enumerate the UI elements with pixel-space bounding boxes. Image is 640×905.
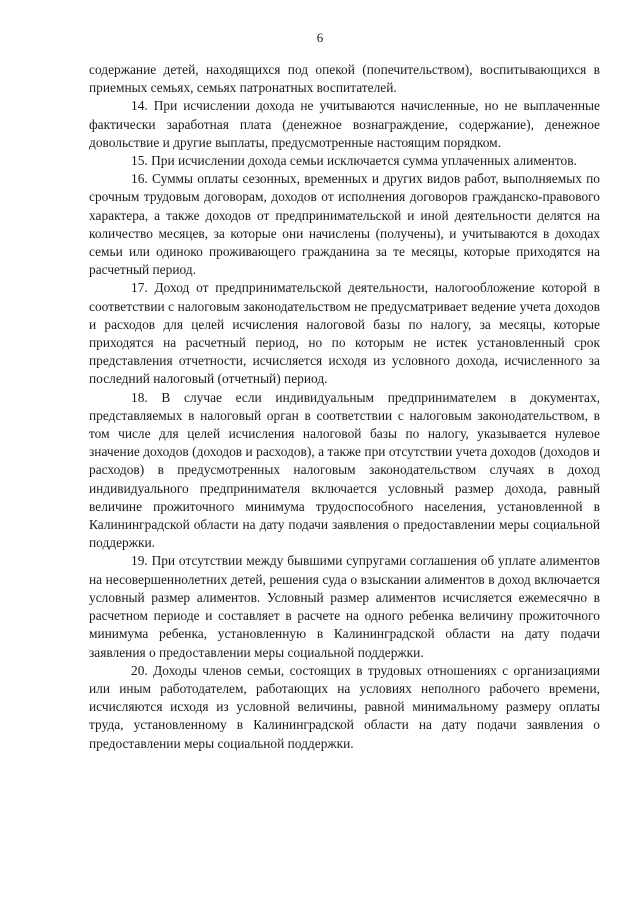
paragraph-20: 20. Доходы членов семьи, состоящих в трудовых отношениях с организациями или иным работодателем, работающих на условиях неполного рабочего времени, исчисляются исходя из условной величины, равной минимальному размеру оплаты труда, установленному в Калининградской области на дату подачи заявления о предоставлении меры социальной поддержки.: [89, 662, 600, 751]
paragraph-continuation: содержание детей, находящихся под опекой (попечительством), воспитывающихся в приемных семьях, семьях патронатных воспитателей.: [89, 62, 600, 96]
page-number: 6: [316, 30, 324, 45]
document-body: [89, 61, 600, 753]
paragraph-19: 19. При отсутствии между бывшими супругами соглашения об уплате алиментов на несовершеннолетних детей, решения суда о взыскании алиментов в доход включается условный размер алиментов. Условный размер алиментов исчисляется ежемесячно в расчетном периоде и составляет в расчете на одного ребенка величину прожиточного минимума ребенка, установленную в Калининградской области на дату подачи заявления о предоставлении меры социальной поддержки.: [89, 553, 600, 660]
paragraph-16: 16. Суммы оплаты сезонных, временных и других видов работ, выполняемых по срочным трудовым договорам, доходов от исполнения договоров гражданско-правового характера, а также доходов от предпринимательской и иной деятельности делятся на количество месяцев, за которые они начислены (получены), и учитываются в доходах семьи или одиноко проживающего гражданина за те месяцы, которые приходятся на расчетный период.: [89, 171, 600, 278]
paragraph-14: 14. При исчислении дохода не учитываются начисленные, но не выплаченные фактически заработная плата (денежное вознаграждение, содержание), денежное довольствие и другие выплаты, предусмотренные настоящим порядком.: [89, 98, 600, 150]
paragraph-15: 15. При исчислении дохода семьи исключается сумма уплаченных алиментов.: [131, 153, 577, 169]
paragraph-18: 18. В случае если индивидуальным предпринимателем в документах, представляемых в налоговый орган в соответствии с налоговым законодательством, в том числе для целей исчисления налоговой базы по налогу, указывается нулевое значение доходов (доходов и расходов), а также при отсутствии учета доходов (доходов и расходов) в предусмотренных налоговым законодательством случаях в доход индивидуального предпринимателя включается условный размер дохода, равный величине прожиточного минимума трудоспособного населения, установленной в Калининградской области на дату подачи заявления о предоставлении меры социальной поддержки.: [89, 389, 600, 551]
paragraph-17: 17. Доход от предпринимательской деятельности, налогообложение которой в соответствии с налоговым законодательством не предусматривает ведение учета доходов и расходов для целей исчисления налоговой базы по налогу, за месяцы, которые приходятся на расчетный период, но по которым не истек установленный срок представления отчетности, исчисляется исходя из условного дохода, исчисленного за последний налоговый (отчетный) период.: [89, 280, 600, 387]
